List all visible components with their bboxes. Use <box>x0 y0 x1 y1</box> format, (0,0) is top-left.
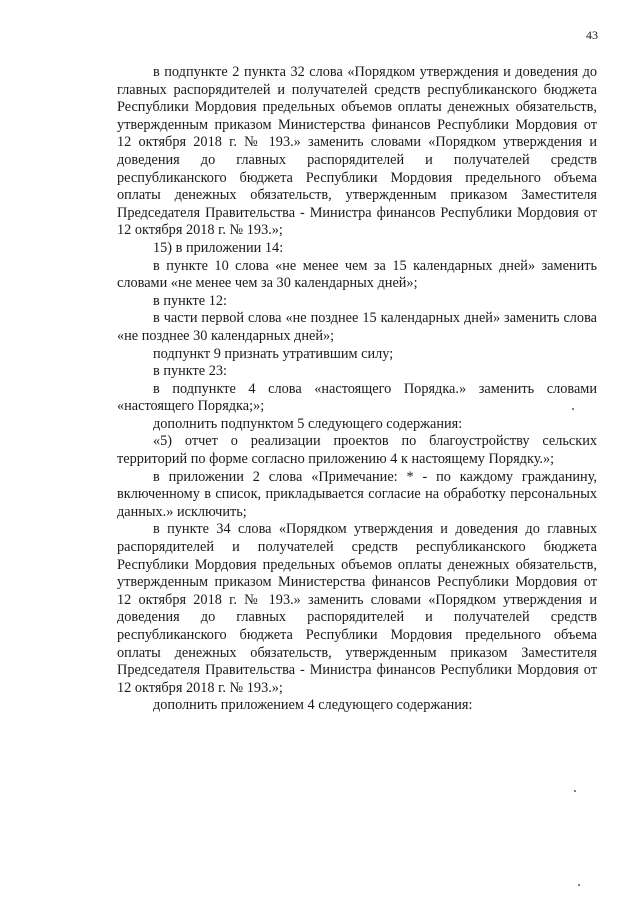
paragraph-add-appendix-4: дополнить приложением 4 следующего содержания: <box>153 697 473 714</box>
paragraph-point-12-part-one: в части первой слова «не позднее 15 календарных дней» заменить слова «не позднее 30 календарных дней»; <box>117 310 597 344</box>
paragraph-subpoint-5-text: «5) отчет о реализации проектов по благоустройству сельских территорий по форме согласно приложению 4 к настоящему Порядку.»; <box>117 433 597 468</box>
document-body <box>117 64 597 715</box>
page-number: 43 <box>586 28 598 42</box>
paragraph-point-23-heading: в пункте 23: <box>153 363 227 380</box>
paragraph-appendix-14-heading: 15) в приложении 14: <box>153 239 284 256</box>
paragraph-point-10: в пункте 10 слова «не менее чем за 15 календарных дней» заменить словами «не менее чем за 30 календарных дней»; <box>117 257 597 292</box>
paragraph-appendix-2-note: в приложении 2 слова «Примечание: * - по каждому гражданину, включенному в список, прикладывается согласие на обработку персональных данных.» исключить; <box>117 468 597 520</box>
paragraph-item-32-amendment: в подпункте 2 пункта 32 слова «Порядком утверждения и доведения до главных распорядителей и получателей средств республиканского бюджета Республики Мордовия предельных объемов оплаты денежных обязательств, утвержденным приказом Министерства финансов Республики Мордовия от 12 октября 2018 г. № 193.» заменить словами «Порядком утверждения и доведения до главных распорядителей и получателей средств республиканского бюджета Республики Мордовия предельного объема оплаты денежных обязательств, утвержденным приказом Заместителя Председателя Правительства - Министра финансов Республики Мордовия от 12 октября 2018 г. № 193.»; <box>117 64 597 239</box>
paragraph-add-subpoint-5: дополнить подпунктом 5 следующего содержания: <box>153 415 463 432</box>
scan-speck <box>578 884 580 886</box>
paragraph-point-12-heading: в пункте 12: <box>153 292 227 309</box>
paragraph-subpoint-4: в подпункте 4 слова «настоящего Порядка.» заменить словами «настоящего Порядка;»; <box>117 380 597 415</box>
scan-speck <box>574 790 576 792</box>
paragraph-point-34-amendment: в пункте 34 слова «Порядком утверждения и доведения до главных распорядителей и получателей средств республиканского бюджета Республики Мордовия предельных объемов оплаты денежных обязательств, утвержденным приказом Министерства финансов Республики Мордовия от 12 октября 2018 г. № 193.» заменить словами «Порядком утверждения и доведения до главных распорядителей и получателей средств республиканского бюджета Республики Мордовия предельного объема оплаты денежных обязательств, утвержденным приказом Заместителя Председателя Правительства - Министра финансов Республики Мордовия от 12 октября 2018 г. № 193.»; <box>117 521 597 696</box>
scan-speck <box>572 408 574 410</box>
paragraph-subpoint-9: подпункт 9 признать утратившим силу; <box>153 345 394 362</box>
